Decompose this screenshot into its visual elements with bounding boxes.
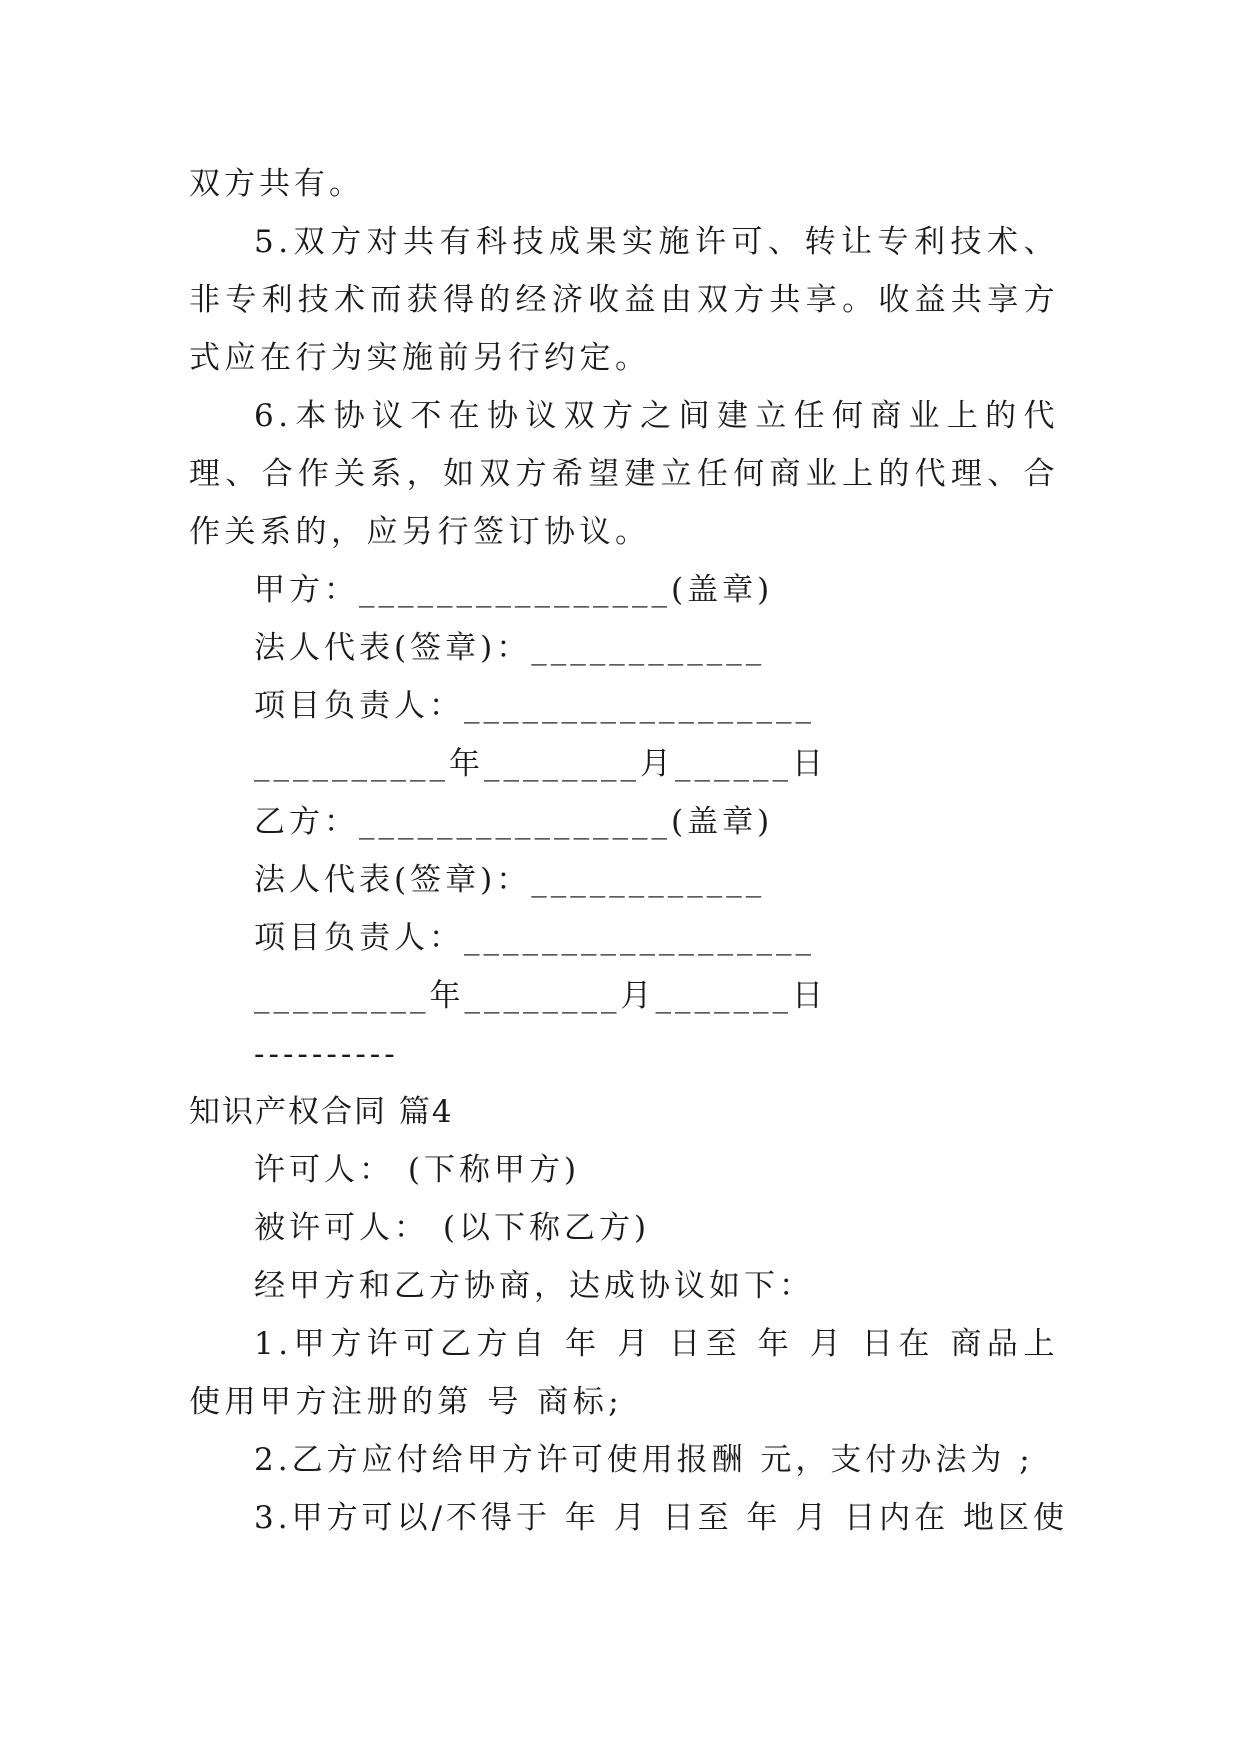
party-a-signature: 甲方：________________(盖章) xyxy=(254,572,774,608)
clause-3: 3.甲方可以/不得于 年 月 日至 年 月 日内在 地区使 xyxy=(254,1500,1068,1536)
section-title: 知识产权合同 篇4 xyxy=(189,1094,454,1130)
clause-1: 1.甲方许可乙方自 年 月 日至 年 月 日在 商品上使用甲方注册的第 号 商标; xyxy=(189,1326,1059,1420)
agreement-intro: 经甲方和乙方协商，达成协议如下： xyxy=(254,1268,814,1304)
clause-2: 2.乙方应付给甲方许可使用报酬 元，支付办法为 ; xyxy=(254,1442,1034,1478)
document-page xyxy=(189,155,1068,1547)
licensor-line: 许可人： (下称甲方) xyxy=(254,1152,581,1188)
party-b-signature: 乙方：________________(盖章) xyxy=(254,804,774,840)
item-6: 6.本协议不在协议双方之间建立任何商业上的代理、合作关系，如双方希望建立任何商业上的代理、合作关系的，应另行签订协议。 xyxy=(189,398,1059,550)
party-b-project-lead: 项目负责人：__________________ xyxy=(254,920,815,956)
party-b-legal-rep: 法人代表(签章)：____________ xyxy=(254,862,766,898)
party-a-date: __________年________月______日 xyxy=(254,746,827,782)
party-b-date: _________年________月_______日 xyxy=(254,978,827,1014)
item-5: 5.双方对共有科技成果实施许可、转让专利技术、非专利技术而获得的经济收益由双方共享。收益共享方式应在行为实施前另行约定。 xyxy=(189,224,1059,376)
separator-line: ---------- xyxy=(254,1036,399,1072)
licensee-line: 被许可人： (以下称乙方) xyxy=(254,1210,651,1246)
party-a-legal-rep: 法人代表(签章)：____________ xyxy=(254,630,766,666)
paragraph-continuation: 双方共有。 xyxy=(189,166,364,202)
party-a-project-lead: 项目负责人：__________________ xyxy=(254,688,815,724)
